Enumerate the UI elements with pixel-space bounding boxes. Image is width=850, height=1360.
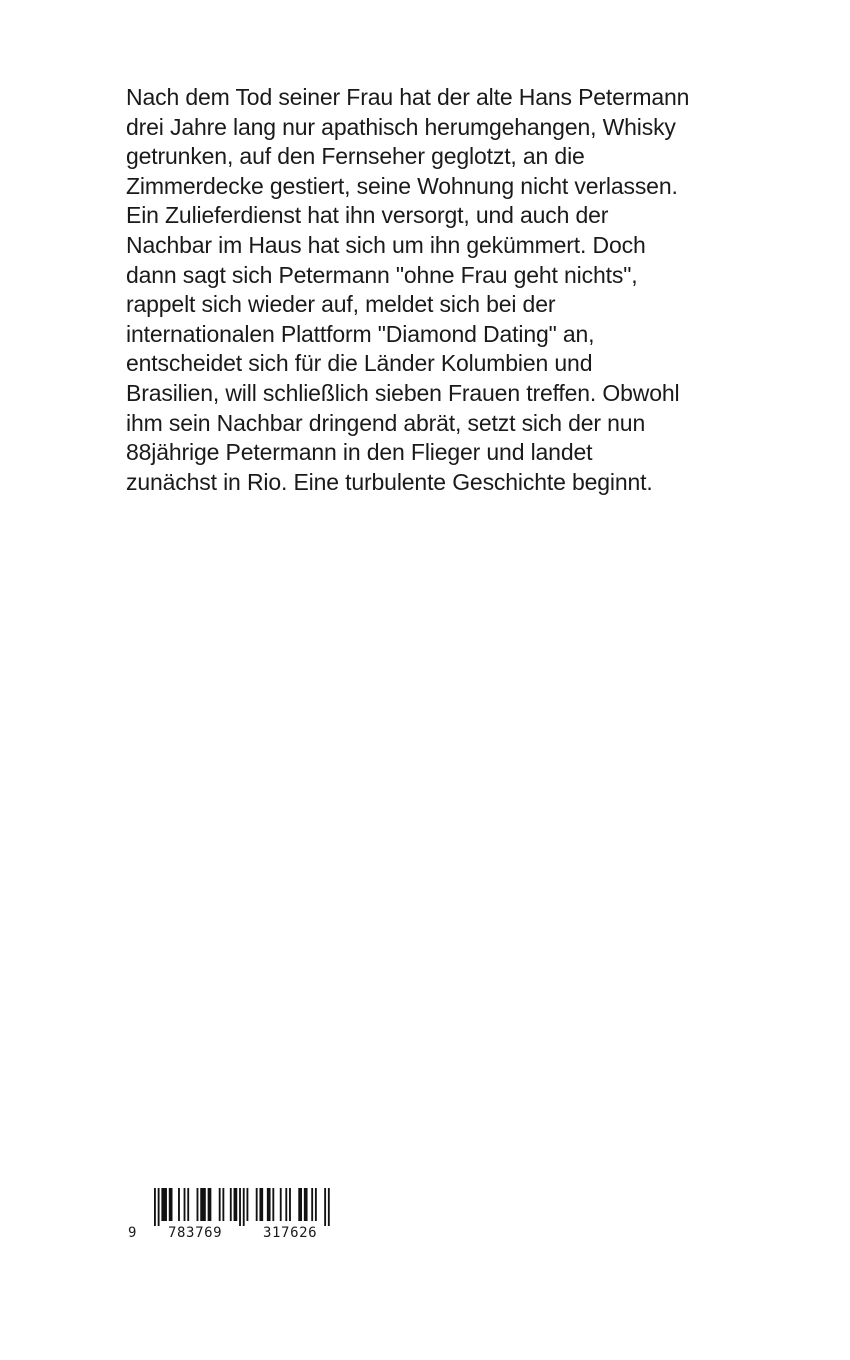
blurb-line: getrunken, auf den Fernseher geglotzt, an die — [126, 143, 585, 170]
blurb-line: Ein Zulieferdienst hat ihn versorgt, und auch der — [126, 202, 609, 229]
barcode-bar — [324, 1188, 326, 1226]
isbn-number — [128, 1223, 338, 1243]
barcode-bar — [328, 1188, 330, 1226]
barcode-bar — [311, 1188, 313, 1221]
barcode-bar — [285, 1188, 287, 1221]
barcode-bar — [230, 1188, 232, 1221]
barcode-bars — [154, 1188, 334, 1228]
barcode-bar — [187, 1188, 189, 1221]
barcode-bar — [247, 1188, 249, 1221]
barcode-bar — [272, 1188, 274, 1221]
blurb-text — [126, 83, 766, 497]
isbn-barcode — [128, 1186, 338, 1246]
blurb-line: internationalen Plattform "Diamond Dating" an, — [126, 320, 595, 347]
blurb-line: dann sagt sich Petermann "ohne Frau geht nichts", — [126, 261, 638, 288]
barcode-bar — [222, 1188, 224, 1221]
blurb-line: 88jährige Petermann in den Flieger und landet — [126, 439, 593, 466]
barcode-bar — [219, 1188, 221, 1221]
blurb-line: Zimmerdecke gestiert, seine Wohnung nicht verlassen. — [126, 172, 678, 199]
barcode-bar — [184, 1188, 186, 1221]
isbn-right-group: 317626 — [263, 1225, 318, 1241]
blurb-line: drei Jahre lang nur apathisch herumgehangen, Whisky — [126, 113, 676, 140]
blurb-line: entscheidet sich für die Länder Kolumbien und — [126, 350, 593, 377]
barcode-bar — [256, 1188, 258, 1221]
barcode-bar — [154, 1188, 156, 1226]
barcode-bar — [208, 1188, 212, 1221]
blurb-line: Nachbar im Haus hat sich um ihn gekümmert. Doch — [126, 231, 646, 258]
barcode-bar — [304, 1188, 308, 1221]
blurb-line: Brasilien, will schließlich sieben Frauen treffen. Obwohl — [126, 379, 680, 406]
barcode-bar — [169, 1188, 173, 1221]
blurb-line: rappelt sich wieder auf, meldet sich bei der — [126, 291, 556, 318]
barcode-bar — [234, 1188, 238, 1221]
blurb-line: Nach dem Tod seiner Frau hat der alte Hans Petermann — [126, 84, 690, 110]
barcode-bar — [178, 1188, 180, 1221]
barcode-bar — [289, 1188, 291, 1221]
isbn-first-digit: 9 — [128, 1225, 137, 1241]
barcode-bar — [161, 1188, 167, 1221]
barcode-bar — [200, 1188, 206, 1221]
blurb-line: ihm sein Nachbar dringend abrät, setzt sich der nun — [126, 409, 646, 436]
barcode-bar — [298, 1188, 302, 1221]
barcode-bar — [197, 1188, 199, 1221]
barcode-bar — [158, 1188, 160, 1226]
barcode-bar — [280, 1188, 282, 1221]
barcode-bar — [315, 1188, 317, 1221]
barcode-bar — [239, 1188, 241, 1226]
barcode-bar — [243, 1188, 245, 1226]
barcode-bar — [259, 1188, 263, 1221]
barcode-bar — [267, 1188, 271, 1221]
blurb-line: zunächst in Rio. Eine turbulente Geschichte beginnt. — [126, 468, 653, 495]
isbn-left-group: 783769 — [168, 1225, 223, 1241]
